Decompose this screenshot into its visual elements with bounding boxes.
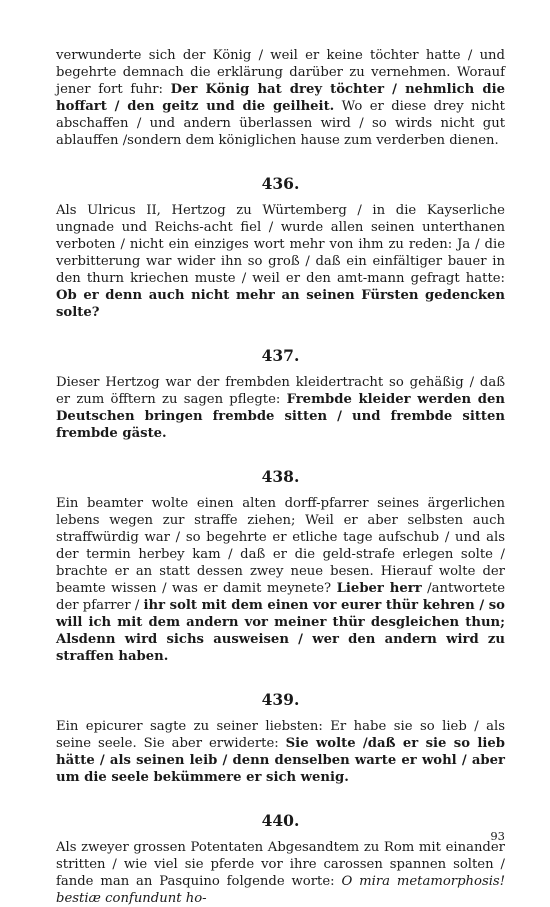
text-run: Ein beamter wolte einen alten dorff-pfarrer seines ärgerlichen lebens wegen zur straffe ziehen; Weil er aber selbsten auch straffwürdig war / so begehrte er etliche tage aufschub / und als der termin herbey kam / daß er die geld-strafe erlegen solte / brachte er an statt dessen zwey neue besen. Hierauf wolte der beamte wissen / was er damit meynete? [56, 496, 505, 596]
section-number: 439. [261, 690, 300, 709]
section-number: 437. [261, 346, 300, 365]
section-number: 436. [261, 174, 300, 193]
text-run: Als zweyer grossen Potentaten Abgesandtem zu Rom mit einander stritten / wie viel sie pferde vor ihre carossen spannen solten / fande man an Pasquino folgende worte: [56, 840, 505, 889]
section-number: 438. [261, 467, 300, 486]
section-paragraph [56, 202, 505, 321]
italic-text: O mira metamorphosis! bestiæ confundunt ho- [56, 874, 505, 906]
text-run: verwunderte sich der König / weil er keine töchter hatte / und begehrte demnach die erklärung darüber zu vernehmen. Worauf jener fort fuhr: [56, 48, 505, 97]
section-paragraph [56, 839, 505, 907]
text-run: Ein epicurer sagte zu seiner liebsten: Er habe sie so lieb / als seine seele. Sie aber erwiderte: [56, 719, 505, 751]
page-content [56, 47, 505, 907]
bold-text: Frembde kleider werden den Deutschen bringen frembde sitten / und frembde sitten frembde gäste. [56, 392, 505, 441]
text-run: Wo er diese drey nicht abschaffen / und andern überlassen wird / so wirds nicht gut ablauffen /sondern dem königlichen hause zum verderben dienen. [56, 99, 505, 148]
section-paragraph [56, 495, 505, 665]
text-run: Als Ulricus II, Hertzog zu Würtemberg / in die Kayserliche ungnade und Reichs-acht fiel / wurde allen seinen unterthanen verboten / nicht ein einziges wort mehr von ihm zu reden: Ja / die verbitterung war wider ihn so groß / daß ein einfältiger bauer in den thurn kriechen muste / weil er den amt-mann gefragt hatte: [56, 203, 505, 286]
text-run: Dieser Hertzog war der frembden kleidertracht so gehäßig / daß er zum öfftern zu sagen pflegte: [56, 375, 505, 407]
anecdote-sections [56, 175, 505, 907]
section-number: 440. [261, 811, 300, 830]
bold-text: Lieber herr [336, 581, 422, 596]
section-paragraph [56, 374, 505, 442]
bold-text: Sie wolte /daß er sie so lieb hätte / als seinen leib / denn denselben warte er wohl / aber um die seele bekümmere er sich wenig. [56, 736, 505, 785]
text-run: /antwortete der pfarrer / [56, 581, 505, 613]
bold-text: ihr solt mit dem einen vor eurer thür kehren / so will ich mit dem andern vor meiner thür desgleichen thun; Alsdenn wird sichs ausweisen / wer den andern wird zu straffen haben. [56, 598, 505, 664]
intro-paragraph [56, 47, 505, 149]
section-paragraph [56, 718, 505, 786]
page-number: 93 [490, 829, 505, 843]
bold-text: Der König hat drey töchter / nehmlich die hoffart / den geitz und die geilheit. [56, 82, 505, 114]
bold-text: Ob er denn auch nicht mehr an seinen Fürsten gedencken solte? [56, 288, 505, 320]
